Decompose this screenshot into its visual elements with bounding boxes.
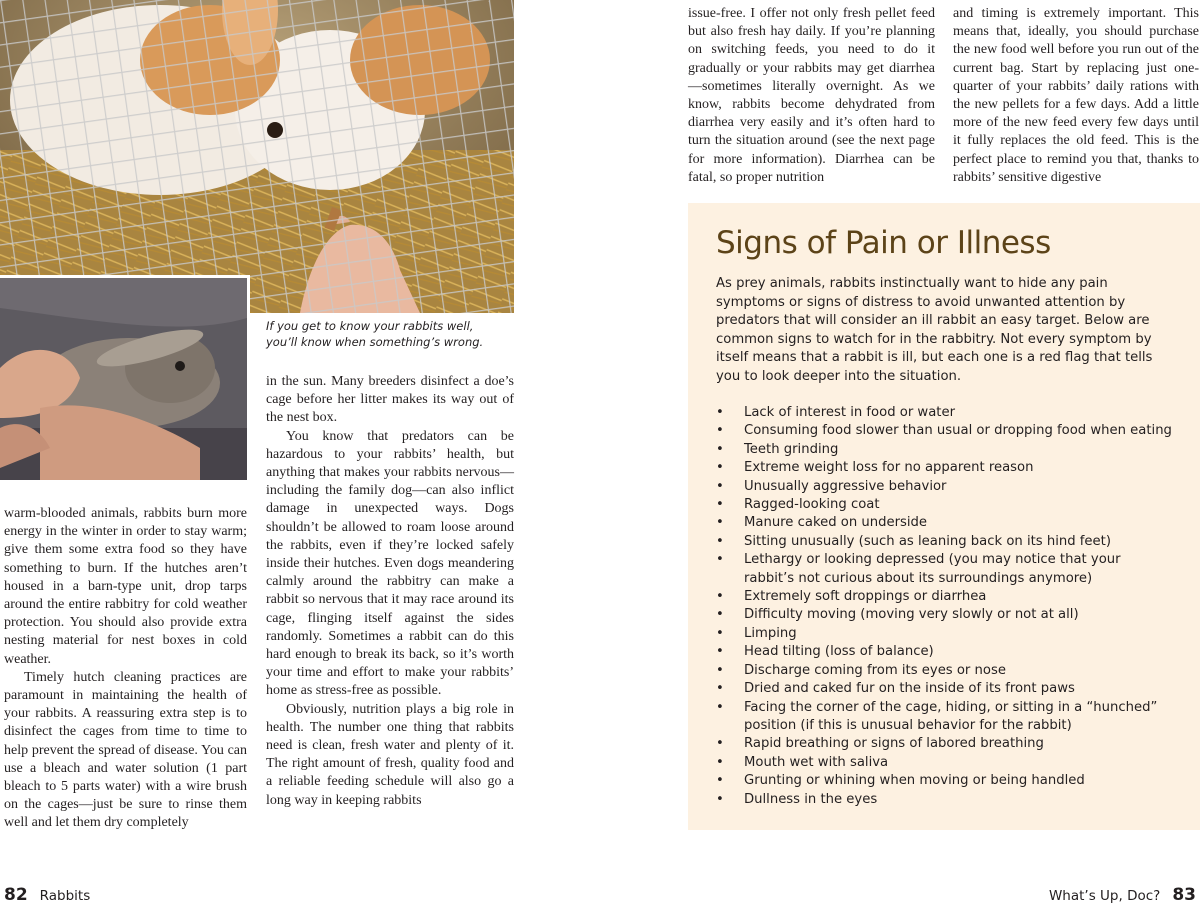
sidebar-title: Signs of Pain or Illness: [716, 225, 1051, 261]
sign-item: • Rapid breathing or signs of labored breathing: [716, 735, 1172, 753]
page-number: 83: [1172, 885, 1196, 905]
running-head: Rabbits: [39, 888, 91, 904]
sign-item: • Unusually aggressive behavior: [716, 478, 1172, 496]
left-footer: [4, 885, 90, 905]
sign-item: • Lethargy or looking depressed (you may notice that your rabbit’s not curious about its surroundings anymore): [716, 551, 1172, 588]
sign-item: • Difficulty moving (moving very slowly or not at all): [716, 606, 1172, 624]
signs-list: [716, 404, 1172, 809]
paragraph: in the sun. Many breeders disinfect a doe’s cage before her litter makes its way out of the nest box.: [266, 374, 514, 426]
right-column-1: [688, 5, 935, 187]
sign-item: • Limping: [716, 625, 1172, 643]
paragraph: and timing is extremely important. This means that, ideally, you should purchase the new food well before you run out of the current bag. Start by replacing just one-quarter of your rabbits’ daily rations with the new pellets for a few days. Add a little more of the new feed every few days until it fully replaces the old feed. This is the perfect place to remind you that, thanks to rabbits’ sensitive digestive: [953, 6, 1199, 185]
paragraph: You know that predators can be hazardous to your rabbits’ health, but anything that makes your rabbits nervous—including the family dog—can also inflict damage in unexpected ways. Dogs shouldn’t be allowed to roam loose around the rabbits, even if they’re locked safely inside their hutches. Even dogs meandering calmly around the rabbitry can make a rabbit so nervous that it may race around its cage, flinging itself against the sides randomly. Sometimes a rabbit can do this hard enough to break its back, so it’s worth your time and effort to make your rabbits’ home as stress-free as possible.: [266, 428, 514, 699]
sign-item: • Sitting unusually (such as leaning back on its hind feet): [716, 533, 1172, 551]
sign-item: • Grunting or whining when moving or being handled: [716, 772, 1172, 790]
left-column-1: [4, 505, 247, 833]
sign-item: • Extreme weight loss for no apparent reason: [716, 459, 1172, 477]
photo-caption: If you get to know your rabbits well, you’ll know when something’s wrong.: [266, 319, 484, 349]
sign-item: • Lack of interest in food or water: [716, 404, 1172, 422]
sidebar-intro: As prey animals, rabbits instinctually want to hide any pain symptoms or signs of distress to avoid unwanted attention by predators that will consider an ill rabbit an easy target. Below are common signs to watch for in the rabbitry. Not every symptom by itself means that a rabbit is ill, but each one is a red flag that tells you to look deeper into the situation.: [716, 276, 1153, 384]
sign-item: • Extremely soft droppings or diarrhea: [716, 588, 1172, 606]
sign-item: • Dullness in the eyes: [716, 791, 1172, 809]
sign-item: • Head tilting (loss of balance): [716, 643, 1172, 661]
sign-item: • Dried and caked fur on the inside of its front paws: [716, 680, 1172, 698]
sign-item: • Teeth grinding: [716, 441, 1172, 459]
left-column-2: [266, 373, 514, 810]
rabbit-held-photo: [0, 275, 250, 480]
sign-item: • Manure caked on underside: [716, 514, 1172, 532]
paragraph: warm-blooded animals, rabbits burn more energy in the winter in order to stay warm; give them some extra food so they have something to burn. If the hutches aren’t housed in a barn-type unit, drop tarps around the entire rabbitry for cold weather protection. You should also provide extra nesting material for nest boxes in cold weather.: [4, 506, 247, 667]
sign-item: • Facing the corner of the cage, hiding, or sitting in a “hunched” position (if this is unusual behavior for the rabbit): [716, 699, 1172, 736]
running-head: What’s Up, Doc?: [1048, 888, 1161, 904]
page-number: 82: [4, 885, 28, 905]
paragraph: issue-free. I offer not only fresh pellet feed but also fresh hay daily. If you’re planning on switching feeds, you need to do it gradually or your rabbits may get diarrhea—sometimes literally overnight. As we know, rabbits become dehydrated from diarrhea very easily and it’s often hard to turn the situation around (see the next page for more information). Diarrhea can be fatal, so proper nutrition: [688, 6, 935, 185]
paragraph: Obviously, nutrition plays a big role in health. The number one thing that rabbits need is clean, fresh water and plenty of it. The right amount of fresh, quality food and a reliable feeding schedule will also go a long way in keeping rabbits: [266, 701, 514, 808]
sign-item: • Consuming food slower than usual or dropping food when eating: [716, 422, 1172, 440]
right-footer: [1049, 885, 1196, 905]
rabbit-cage-photo: [0, 0, 514, 313]
right-column-2: [953, 5, 1199, 187]
sign-item: • Mouth wet with saliva: [716, 754, 1172, 772]
sign-item: • Ragged-looking coat: [716, 496, 1172, 514]
sign-item: • Discharge coming from its eyes or nose: [716, 662, 1172, 680]
signs-sidebar: [688, 203, 1200, 830]
paragraph: Timely hutch cleaning practices are paramount in maintaining the health of your rabbits. A reassuring extra step is to disinfect the cages from time to time to help prevent the spread of disease. You can use a bleach and water solution (1 part bleach to 5 parts water) with a wire brush on the cages—just be sure to rinse them well and let them dry completely: [4, 669, 247, 831]
